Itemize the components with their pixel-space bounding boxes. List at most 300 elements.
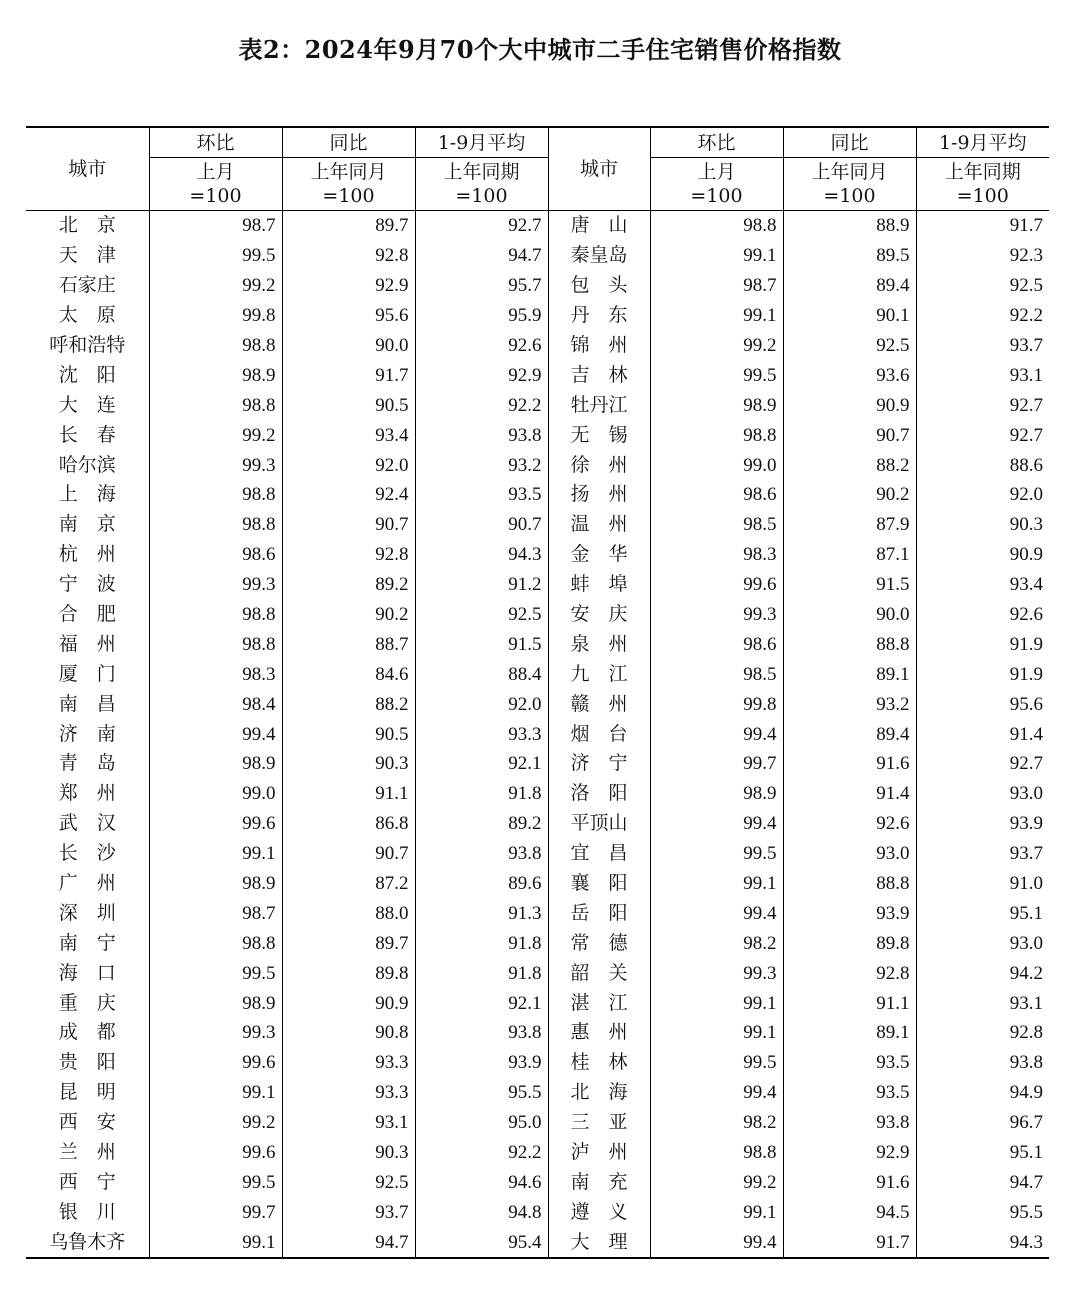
index-mom-cell: 99.2: [149, 420, 282, 450]
index-avg-cell: 93.9: [916, 809, 1049, 839]
index-avg-cell: 92.0: [916, 480, 1049, 510]
index-avg-cell: 88.4: [415, 659, 548, 689]
index-yoy-cell: 89.5: [783, 241, 916, 271]
index-mom-cell: 99.4: [650, 1078, 783, 1108]
index-yoy-cell: 90.2: [282, 600, 415, 630]
table-row: [26, 211, 1049, 241]
index-mom-cell: 99.2: [149, 1108, 282, 1138]
index-yoy-cell: 89.2: [282, 570, 415, 600]
city-name: 西 安: [58, 1111, 116, 1134]
index-mom-cell: 98.2: [650, 1108, 783, 1138]
city-name: 丹 东: [548, 301, 650, 331]
index-avg-cell: 93.3: [415, 719, 548, 749]
index-yoy-cell: 92.5: [783, 331, 916, 361]
index-avg-cell: 92.9: [415, 360, 548, 390]
city-name: 宜 昌: [548, 839, 650, 869]
header-eq100: =100: [415, 184, 548, 211]
city-name: 深 圳: [58, 901, 116, 924]
city-name: 桂 林: [548, 1048, 650, 1078]
index-avg-cell: 92.8: [916, 1018, 1049, 1048]
index-yoy-cell: 91.6: [783, 1168, 916, 1198]
table-row: [26, 241, 1049, 271]
index-mom-cell: 98.9: [149, 360, 282, 390]
city-name: 锦 州: [548, 331, 650, 361]
index-avg-cell: 94.7: [916, 1168, 1049, 1198]
table-header: [26, 127, 1049, 211]
index-yoy-cell: 87.2: [282, 869, 415, 899]
table-row: [26, 689, 1049, 719]
city-name: 兰 州: [58, 1141, 116, 1164]
index-yoy-cell: 87.9: [783, 510, 916, 540]
index-mom-cell: 98.3: [650, 540, 783, 570]
city-name: 北 京: [58, 214, 116, 237]
index-mom-cell: 98.7: [650, 271, 783, 301]
city-name: 吉 林: [548, 360, 650, 390]
index-yoy-cell: 93.0: [783, 839, 916, 869]
index-avg-cell: 94.3: [415, 540, 548, 570]
index-yoy-cell: 91.4: [783, 779, 916, 809]
index-yoy-cell: 92.5: [282, 1168, 415, 1198]
city-name: 太 原: [58, 304, 116, 327]
index-yoy-cell: 93.9: [783, 898, 916, 928]
index-avg-cell: 91.8: [415, 958, 548, 988]
index-avg-cell: 92.7: [916, 390, 1049, 420]
city-name: 呼和浩特: [49, 334, 126, 356]
index-yoy-cell: 87.1: [783, 540, 916, 570]
index-mom-cell: 98.3: [149, 659, 282, 689]
index-mom-cell: 99.3: [650, 958, 783, 988]
index-mom-cell: 98.5: [650, 659, 783, 689]
index-mom-cell: 99.3: [149, 1018, 282, 1048]
index-avg-cell: 91.9: [916, 659, 1049, 689]
table-row: [26, 629, 1049, 659]
index-yoy-cell: 88.0: [282, 898, 415, 928]
index-yoy-cell: 92.9: [282, 271, 415, 301]
index-yoy-cell: 93.5: [783, 1078, 916, 1108]
index-mom-cell: 99.1: [650, 869, 783, 899]
index-avg-cell: 95.9: [415, 301, 548, 331]
index-avg-cell: 89.6: [415, 869, 548, 899]
header-eq100: =100: [282, 184, 415, 211]
index-yoy-cell: 93.3: [282, 1078, 415, 1108]
index-avg-cell: 92.6: [916, 600, 1049, 630]
index-mom-cell: 98.9: [650, 390, 783, 420]
city-name: 郑 州: [58, 782, 116, 805]
table-row: [26, 809, 1049, 839]
index-avg-cell: 95.5: [415, 1078, 548, 1108]
index-avg-cell: 90.9: [916, 540, 1049, 570]
index-yoy-cell: 93.3: [282, 1048, 415, 1078]
price-index-table: [26, 126, 1049, 1259]
city-name: 南 宁: [58, 931, 116, 954]
header-eq100: =100: [650, 184, 783, 211]
index-avg-cell: 94.8: [415, 1197, 548, 1227]
index-mom-cell: 98.4: [149, 689, 282, 719]
index-yoy-cell: 90.0: [282, 331, 415, 361]
table-row: [26, 898, 1049, 928]
index-mom-cell: 99.6: [650, 570, 783, 600]
city-name: 泸 州: [548, 1138, 650, 1168]
index-yoy-cell: 88.2: [783, 450, 916, 480]
index-mom-cell: 98.8: [149, 331, 282, 361]
index-avg-cell: 96.7: [916, 1108, 1049, 1138]
table-row: [26, 390, 1049, 420]
city-name: 赣 州: [548, 689, 650, 719]
index-avg-cell: 94.9: [916, 1078, 1049, 1108]
index-avg-cell: 93.0: [916, 779, 1049, 809]
page-title: 表2：2024年9月70个大中城市二手住宅销售价格指数: [238, 35, 842, 64]
index-avg-cell: 93.8: [415, 420, 548, 450]
index-mom-cell: 99.5: [149, 958, 282, 988]
index-mom-cell: 98.8: [149, 928, 282, 958]
index-avg-cell: 92.2: [916, 301, 1049, 331]
index-yoy-cell: 94.7: [282, 1227, 415, 1258]
index-mom-cell: 98.6: [149, 540, 282, 570]
city-name: 九 江: [548, 659, 650, 689]
index-yoy-cell: 92.6: [783, 809, 916, 839]
index-avg-cell: 92.7: [916, 749, 1049, 779]
city-name: 南 充: [548, 1168, 650, 1198]
index-mom-cell: 99.3: [650, 600, 783, 630]
index-yoy-cell: 90.2: [783, 480, 916, 510]
header-mom-left: 环比: [149, 127, 282, 158]
index-yoy-cell: 91.1: [282, 779, 415, 809]
index-mom-cell: 98.8: [149, 510, 282, 540]
table-row: [26, 301, 1049, 331]
header-mom-base-left: 上月: [149, 158, 282, 185]
city-name: 成 都: [58, 1021, 116, 1044]
index-avg-cell: 90.7: [415, 510, 548, 540]
header-yoy-right: 同比: [783, 127, 916, 158]
city-name: 韶 关: [548, 958, 650, 988]
index-mom-cell: 99.2: [650, 1168, 783, 1198]
table-row: [26, 1138, 1049, 1168]
city-name: 徐 州: [548, 450, 650, 480]
table-row: [26, 928, 1049, 958]
index-avg-cell: 92.5: [415, 600, 548, 630]
table-row: [26, 749, 1049, 779]
table-row: [26, 1018, 1049, 1048]
city-name: 平顶山: [548, 809, 650, 839]
index-avg-cell: 94.7: [415, 241, 548, 271]
index-avg-cell: 93.9: [415, 1048, 548, 1078]
city-name: 济 宁: [548, 749, 650, 779]
index-yoy-cell: 89.8: [282, 958, 415, 988]
index-mom-cell: 99.1: [650, 988, 783, 1018]
city-name: 惠 州: [548, 1018, 650, 1048]
index-yoy-cell: 92.8: [282, 241, 415, 271]
index-yoy-cell: 90.8: [282, 1018, 415, 1048]
index-mom-cell: 99.0: [650, 450, 783, 480]
city-name: 遵 义: [548, 1197, 650, 1227]
city-name: 青 岛: [58, 752, 116, 775]
city-name: 西 宁: [58, 1170, 116, 1193]
table-row: [26, 839, 1049, 869]
index-yoy-cell: 91.1: [783, 988, 916, 1018]
table-row: [26, 420, 1049, 450]
city-name: 扬 州: [548, 480, 650, 510]
index-mom-cell: 98.6: [650, 629, 783, 659]
index-yoy-cell: 93.8: [783, 1108, 916, 1138]
city-name: 无 锡: [548, 420, 650, 450]
city-name: 杭 州: [58, 543, 116, 566]
table-row: [26, 360, 1049, 390]
index-yoy-cell: 91.5: [783, 570, 916, 600]
index-mom-cell: 99.2: [149, 271, 282, 301]
city-name: 上 海: [58, 483, 116, 506]
header-eq100: =100: [149, 184, 282, 211]
index-yoy-cell: 88.9: [783, 211, 916, 241]
index-mom-cell: 99.6: [149, 1138, 282, 1168]
header-avg-left: 1-9月平均: [415, 127, 548, 158]
city-name: 合 肥: [58, 603, 116, 626]
city-name: 秦皇岛: [548, 241, 650, 271]
city-name: 南 昌: [58, 692, 116, 715]
index-avg-cell: 91.2: [415, 570, 548, 600]
city-name: 昆 明: [58, 1081, 116, 1104]
index-mom-cell: 99.1: [650, 301, 783, 331]
index-avg-cell: 93.8: [916, 1048, 1049, 1078]
index-mom-cell: 98.2: [650, 928, 783, 958]
table-row: [26, 719, 1049, 749]
index-mom-cell: 99.1: [650, 1018, 783, 1048]
index-avg-cell: 91.8: [415, 928, 548, 958]
city-name: 襄 阳: [548, 869, 650, 899]
index-avg-cell: 91.3: [415, 898, 548, 928]
city-name: 蚌 埠: [548, 570, 650, 600]
header-city-left: 城市: [26, 127, 149, 211]
index-mom-cell: 99.4: [650, 1227, 783, 1258]
header-city-right: 城市: [548, 127, 650, 211]
index-mom-cell: 98.8: [650, 1138, 783, 1168]
index-yoy-cell: 91.7: [783, 1227, 916, 1258]
city-name: 大 连: [58, 393, 116, 416]
index-mom-cell: 99.6: [149, 809, 282, 839]
index-avg-cell: 93.8: [415, 1018, 548, 1048]
index-avg-cell: 92.5: [916, 271, 1049, 301]
table-row: [26, 958, 1049, 988]
table-row: [26, 271, 1049, 301]
index-yoy-cell: 89.4: [783, 719, 916, 749]
table-row: [26, 988, 1049, 1018]
index-avg-cell: 92.7: [916, 420, 1049, 450]
index-yoy-cell: 90.7: [282, 839, 415, 869]
table-row: [26, 1227, 1049, 1258]
index-mom-cell: 99.4: [650, 719, 783, 749]
header-avg-base-left: 上年同期: [415, 158, 548, 185]
index-mom-cell: 98.8: [650, 211, 783, 241]
index-avg-cell: 92.7: [415, 211, 548, 241]
index-yoy-cell: 91.7: [282, 360, 415, 390]
city-name: 长 春: [58, 423, 116, 446]
index-avg-cell: 93.1: [916, 988, 1049, 1018]
table-row: [26, 540, 1049, 570]
index-yoy-cell: 89.7: [282, 928, 415, 958]
index-avg-cell: 91.4: [916, 719, 1049, 749]
index-avg-cell: 92.6: [415, 331, 548, 361]
index-yoy-cell: 90.3: [282, 1138, 415, 1168]
index-avg-cell: 91.9: [916, 629, 1049, 659]
index-avg-cell: 90.3: [916, 510, 1049, 540]
index-yoy-cell: 90.5: [282, 390, 415, 420]
index-avg-cell: 95.0: [415, 1108, 548, 1138]
header-yoy-base-right: 上年同月: [783, 158, 916, 185]
index-avg-cell: 89.2: [415, 809, 548, 839]
index-mom-cell: 98.7: [149, 211, 282, 241]
table-row: [26, 480, 1049, 510]
index-yoy-cell: 90.1: [783, 301, 916, 331]
index-yoy-cell: 89.7: [282, 211, 415, 241]
city-name: 温 州: [548, 510, 650, 540]
index-yoy-cell: 95.6: [282, 301, 415, 331]
index-mom-cell: 99.4: [650, 809, 783, 839]
index-mom-cell: 99.5: [650, 839, 783, 869]
index-yoy-cell: 90.7: [282, 510, 415, 540]
index-yoy-cell: 88.8: [783, 869, 916, 899]
city-name: 贵 阳: [58, 1051, 116, 1074]
index-avg-cell: 95.5: [916, 1197, 1049, 1227]
index-mom-cell: 98.8: [149, 600, 282, 630]
city-name: 重 庆: [58, 991, 116, 1014]
city-name: 广 州: [58, 872, 116, 895]
index-mom-cell: 99.1: [149, 839, 282, 869]
index-avg-cell: 94.2: [916, 958, 1049, 988]
index-mom-cell: 98.9: [650, 779, 783, 809]
index-avg-cell: 95.1: [916, 898, 1049, 928]
index-yoy-cell: 93.5: [783, 1048, 916, 1078]
index-avg-cell: 91.7: [916, 211, 1049, 241]
index-mom-cell: 99.5: [650, 360, 783, 390]
city-name: 武 汉: [58, 812, 116, 835]
header-eq100: =100: [783, 184, 916, 211]
city-name: 大 理: [548, 1227, 650, 1258]
index-yoy-cell: 89.1: [783, 659, 916, 689]
city-name: 洛 阳: [548, 779, 650, 809]
city-name: 金 华: [548, 540, 650, 570]
index-mom-cell: 98.8: [149, 390, 282, 420]
index-yoy-cell: 94.5: [783, 1197, 916, 1227]
city-name: 济 南: [58, 722, 116, 745]
city-name: 长 沙: [58, 842, 116, 865]
table-row: [26, 869, 1049, 899]
header-avg-base-right: 上年同期: [916, 158, 1049, 185]
table-row: [26, 331, 1049, 361]
index-avg-cell: 93.2: [415, 450, 548, 480]
index-avg-cell: 94.6: [415, 1168, 548, 1198]
index-mom-cell: 98.9: [149, 988, 282, 1018]
index-mom-cell: 99.7: [650, 749, 783, 779]
index-mom-cell: 99.5: [149, 1168, 282, 1198]
city-name: 宁 波: [58, 573, 116, 596]
index-yoy-cell: 89.4: [783, 271, 916, 301]
index-mom-cell: 99.7: [149, 1197, 282, 1227]
table-row: [26, 600, 1049, 630]
city-name: 烟 台: [548, 719, 650, 749]
city-name: 福 州: [58, 632, 116, 655]
index-yoy-cell: 90.5: [282, 719, 415, 749]
index-avg-cell: 93.7: [916, 331, 1049, 361]
index-mom-cell: 99.0: [149, 779, 282, 809]
index-avg-cell: 92.0: [415, 689, 548, 719]
city-name: 石家庄: [58, 274, 116, 297]
header-eq100: =100: [916, 184, 1049, 211]
city-name: 唐 山: [548, 211, 650, 241]
index-yoy-cell: 88.7: [282, 629, 415, 659]
index-yoy-cell: 90.7: [783, 420, 916, 450]
city-name: 银 川: [58, 1200, 116, 1223]
index-avg-cell: 92.2: [415, 1138, 548, 1168]
city-name: 安 庆: [548, 600, 650, 630]
header-mom-right: 环比: [650, 127, 783, 158]
city-name: 湛 江: [548, 988, 650, 1018]
city-name: 海 口: [58, 961, 116, 984]
table-row: [26, 1078, 1049, 1108]
index-mom-cell: 99.3: [149, 570, 282, 600]
index-mom-cell: 99.4: [650, 898, 783, 928]
index-yoy-cell: 93.1: [282, 1108, 415, 1138]
index-mom-cell: 98.9: [149, 749, 282, 779]
index-yoy-cell: 89.8: [783, 928, 916, 958]
index-avg-cell: 95.4: [415, 1227, 548, 1258]
header-yoy-base-left: 上年同月: [282, 158, 415, 185]
index-yoy-cell: 88.8: [783, 629, 916, 659]
index-mom-cell: 98.7: [149, 898, 282, 928]
index-avg-cell: 91.8: [415, 779, 548, 809]
city-name: 沈 阳: [58, 363, 116, 386]
index-yoy-cell: 92.0: [282, 450, 415, 480]
city-name: 南 京: [58, 513, 116, 536]
index-mom-cell: 98.6: [650, 480, 783, 510]
index-avg-cell: 92.3: [916, 241, 1049, 271]
index-avg-cell: 95.1: [916, 1138, 1049, 1168]
city-name: 厦 门: [58, 662, 116, 685]
index-yoy-cell: 93.2: [783, 689, 916, 719]
index-avg-cell: 92.1: [415, 749, 548, 779]
header-mom-base-right: 上月: [650, 158, 783, 185]
index-avg-cell: 92.1: [415, 988, 548, 1018]
table-row: [26, 570, 1049, 600]
index-avg-cell: 95.6: [916, 689, 1049, 719]
city-name: 三 亚: [548, 1108, 650, 1138]
index-yoy-cell: 90.0: [783, 600, 916, 630]
index-mom-cell: 98.9: [149, 869, 282, 899]
table-body: [26, 211, 1049, 1259]
table-row: [26, 659, 1049, 689]
index-mom-cell: 99.5: [149, 241, 282, 271]
index-yoy-cell: 93.6: [783, 360, 916, 390]
index-yoy-cell: 91.6: [783, 749, 916, 779]
index-yoy-cell: 90.3: [282, 749, 415, 779]
city-name: 常 德: [548, 928, 650, 958]
index-mom-cell: 99.5: [650, 1048, 783, 1078]
index-avg-cell: 93.4: [916, 570, 1049, 600]
index-avg-cell: 94.3: [916, 1227, 1049, 1258]
index-avg-cell: 93.7: [916, 839, 1049, 869]
index-yoy-cell: 92.8: [783, 958, 916, 988]
index-mom-cell: 99.1: [149, 1227, 282, 1258]
index-yoy-cell: 90.9: [783, 390, 916, 420]
city-name: 哈尔滨: [58, 453, 116, 476]
index-mom-cell: 99.8: [149, 301, 282, 331]
index-mom-cell: 99.1: [650, 1197, 783, 1227]
table-row: [26, 1168, 1049, 1198]
table-row: [26, 450, 1049, 480]
index-yoy-cell: 92.8: [282, 540, 415, 570]
table-row: [26, 1048, 1049, 1078]
index-mom-cell: 98.8: [650, 420, 783, 450]
city-name: 包 头: [548, 271, 650, 301]
index-avg-cell: 91.0: [916, 869, 1049, 899]
